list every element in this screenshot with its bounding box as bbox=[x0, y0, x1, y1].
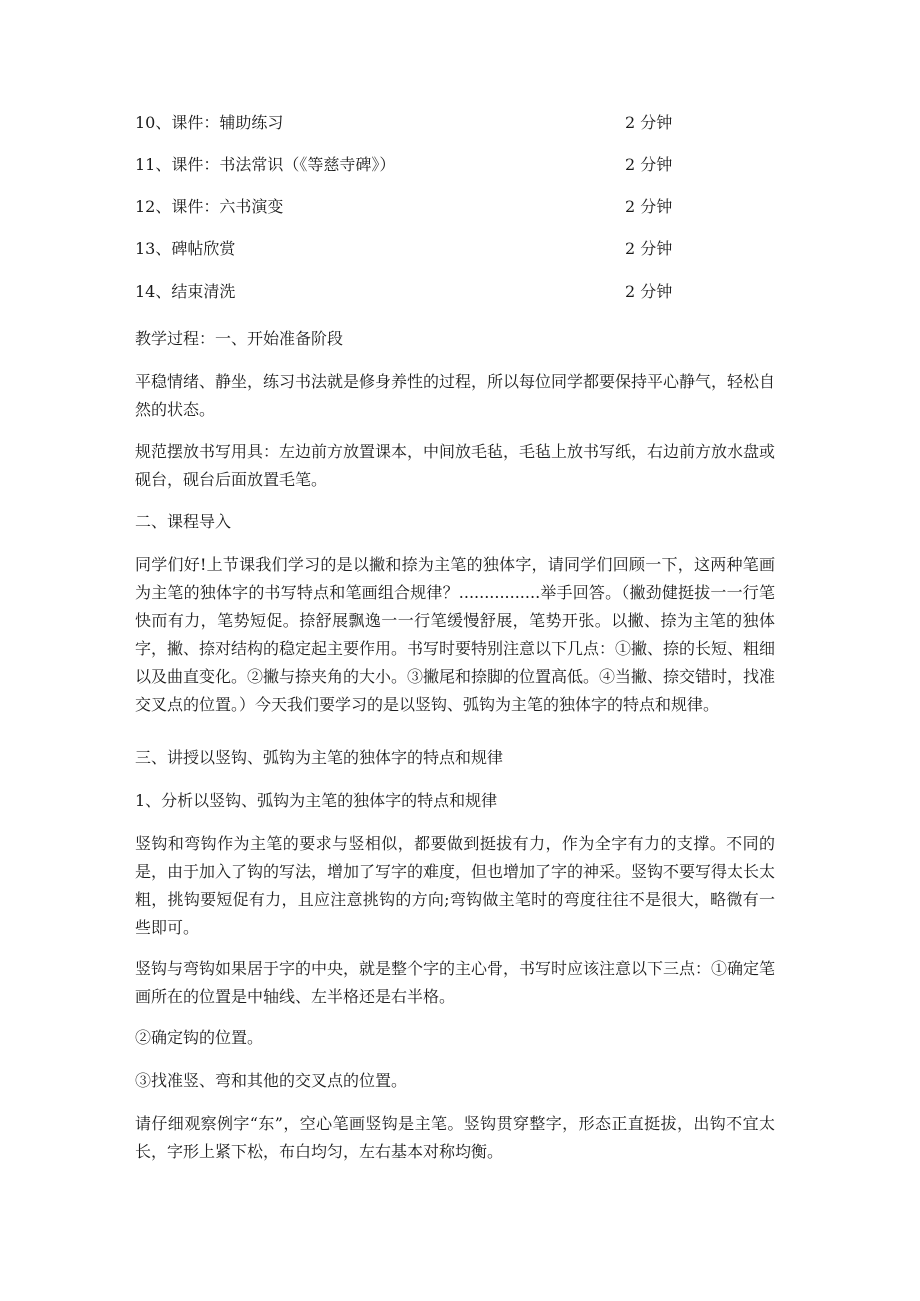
paragraph-tool-arrangement: 规范摆放书写用具：左边前方放置课本，中间放毛毡，毛毡上放书写纸，右边前方放水盘或砚台，砚台后面放置毛笔。 bbox=[135, 442, 776, 489]
paragraph-point-three: ③找准竖、弯和其他的交叉点的位置。 bbox=[135, 1071, 408, 1090]
schedule-duration: 2 分钟 bbox=[625, 239, 673, 258]
schedule-row bbox=[135, 153, 695, 177]
section-heading-teaching-process: 教学过程：一、开始准备阶段 bbox=[135, 329, 344, 348]
schedule-item: 12、课件：六书演变 bbox=[135, 197, 284, 216]
schedule-duration: 2 分钟 bbox=[625, 113, 673, 132]
subsection-heading-analysis: 1、分析以竖钩、弧钩为主笔的独体字的特点和规律 bbox=[135, 791, 498, 810]
schedule-item: 13、碑帖欣赏 bbox=[135, 239, 236, 258]
schedule-duration: 2 分钟 bbox=[625, 197, 673, 216]
paragraph-center-hook: 竖钩与弯钩如果居于字的中央，就是整个字的主心骨，书写时应该注意以下三点：①确定笔画所在的位置是中轴线、左半格还是右半格。 bbox=[135, 959, 776, 1006]
section-heading-introduction: 二、课程导入 bbox=[135, 512, 232, 531]
paragraph-review: 同学们好!上节课我们学习的是以撇和捺为主笔的独体字，请同学们回顾一下，这两种笔画为主笔的独体字的书写特点和笔画组合规律？................举手回答。（撇劲健挺拔一一行笔快而有力，笔势短促。捺舒展飘逸一一行笔缓慢舒展，笔势开张。以撇、捺为主笔的独体字，撇、捺对结构的稳定起主要作用。书写时要特别注意以下几点：①撇、捺的长短、粗细以及曲直变化。②撇与捺夹角的大小。③撇尾和捺脚的位置高低。④当撇、捺交错时，找准交叉点的位置。）今天我们要学习的是以竖钩、弧钩为主笔的独体字的特点和规律。 bbox=[135, 555, 776, 714]
schedule-duration: 2 分钟 bbox=[625, 155, 673, 174]
paragraph-calm-preparation: 平稳情绪、静坐，练习书法就是修身养性的过程，所以每位同学都要保持平心静气，轻松自然的状态。 bbox=[135, 372, 776, 419]
schedule-duration: 2 分钟 bbox=[625, 282, 673, 301]
section-heading-lecture: 三、讲授以竖钩、弧钩为主笔的独体字的特点和规律 bbox=[135, 748, 504, 767]
schedule-row bbox=[135, 237, 695, 261]
schedule-row bbox=[135, 280, 695, 304]
schedule-row bbox=[135, 195, 695, 219]
paragraph-point-two: ②确定钩的位置。 bbox=[135, 1028, 264, 1047]
schedule-item: 11、课件：书法常识（《等慈寺碑》） bbox=[135, 155, 396, 174]
schedule-row bbox=[135, 111, 695, 135]
schedule-item: 10、课件：辅助练习 bbox=[135, 113, 284, 132]
paragraph-example-dong: 请仔细观察例字“东”，空心笔画竖钩是主笔。竖钩贯穿整字，形态正直挺拔，出钩不宜太长，字形上紧下松，布白均匀，左右基本对称均衡。 bbox=[135, 1114, 775, 1161]
paragraph-hook-strokes: 竖钩和弯钩作为主笔的要求与竖相似，都要做到挺拔有力，作为全字有力的支撑。不同的是，由于加入了钩的写法，增加了写字的难度，但也增加了字的神采。竖钩不要写得太长太粗，挑钩要短促有力，且应注意挑钩的方向;弯钩做主笔时的弯度往往不是很大，略微有一些即可。 bbox=[135, 834, 776, 937]
schedule-item: 14、结束清洗 bbox=[135, 282, 236, 301]
